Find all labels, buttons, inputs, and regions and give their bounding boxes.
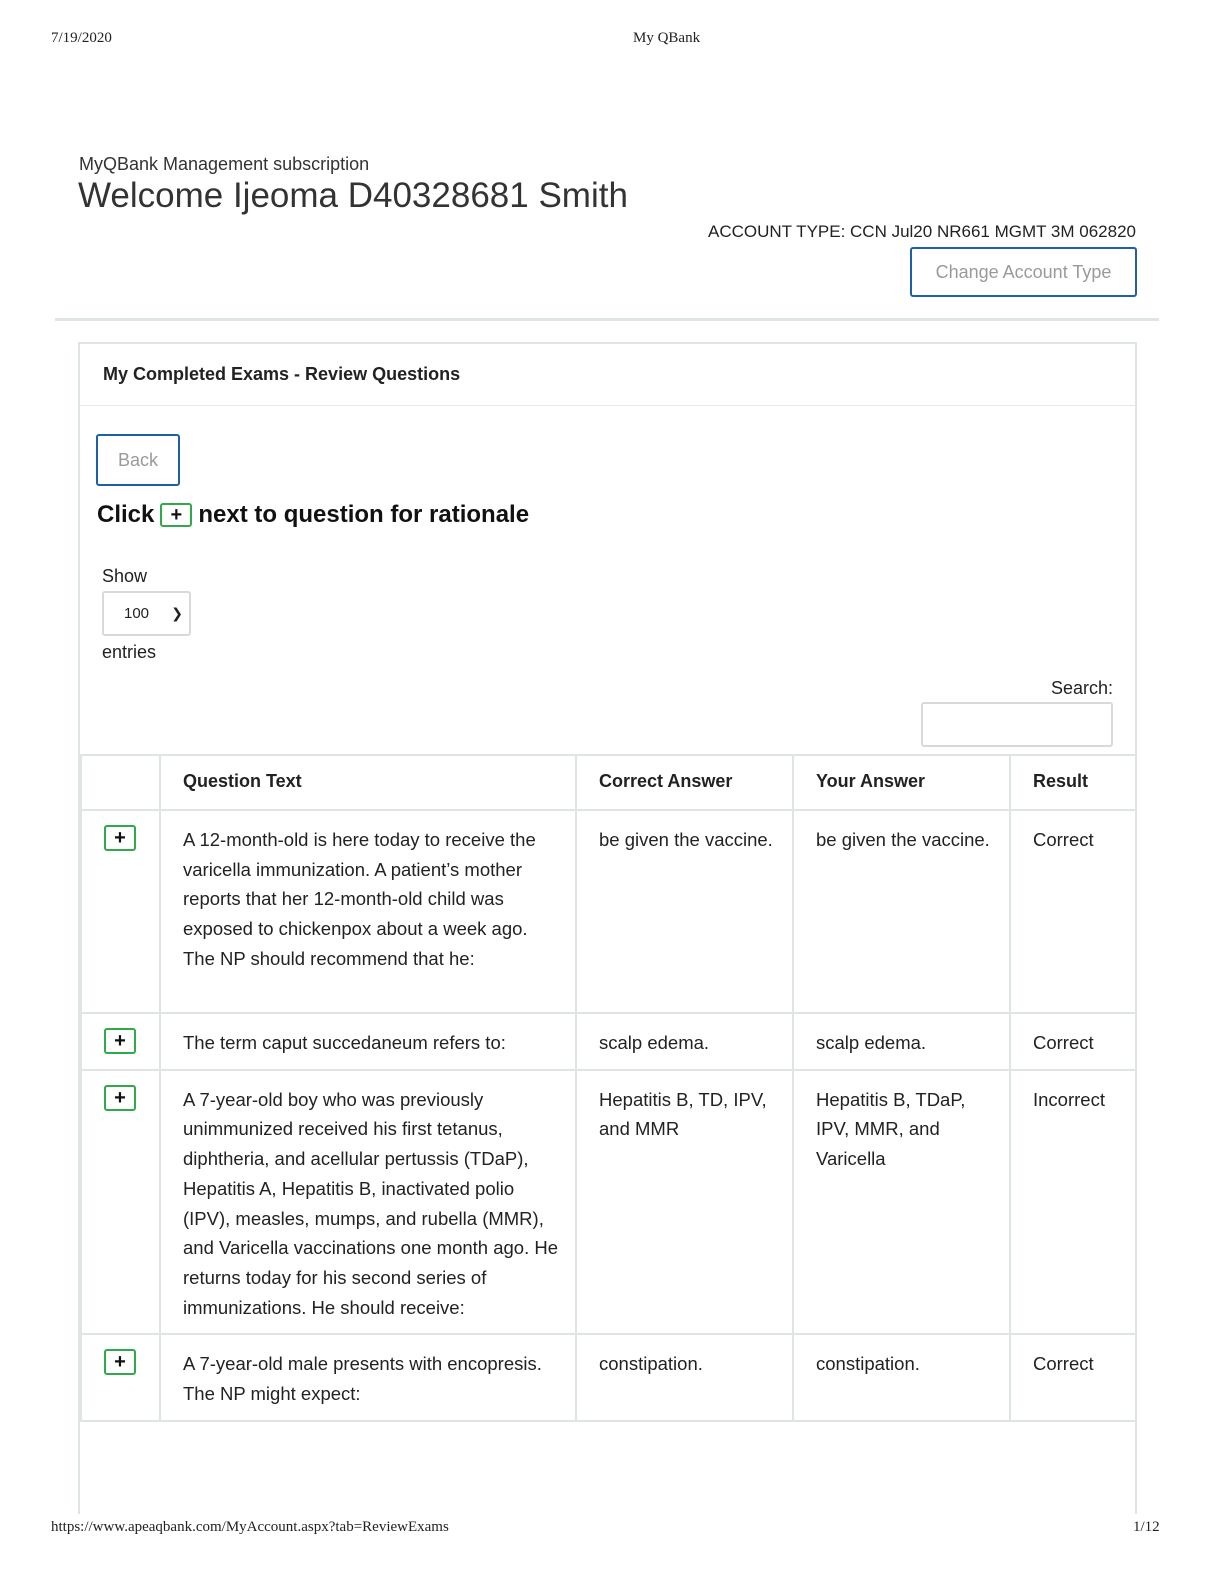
header-divider xyxy=(55,318,1159,321)
subscription-label: MyQBank Management subscription xyxy=(79,154,370,174)
your-answer: scalp edema. xyxy=(793,1013,1010,1070)
show-label: Show xyxy=(102,566,148,586)
your-answer: constipation. xyxy=(793,1334,1010,1420)
print-header xyxy=(0,30,1224,50)
expand-cell xyxy=(81,1070,160,1335)
chevron-down-icon: ❯ xyxy=(171,605,183,621)
column-header-your-answer[interactable]: Your Answer xyxy=(793,755,1010,810)
entries-label: entries xyxy=(102,642,157,662)
column-header-question[interactable]: Question Text xyxy=(160,755,576,810)
search-label: Search: xyxy=(1050,678,1113,698)
print-date: 7/19/2020 xyxy=(51,30,112,46)
change-account-type-button[interactable]: Change Account Type xyxy=(910,247,1137,297)
question-text: The term caput succedaneum refers to: xyxy=(160,1013,576,1070)
question-text: A 7-year-old male presents with encopresis. The NP might expect: xyxy=(160,1334,576,1420)
panel-title: My Completed Exams - Review Questions xyxy=(80,344,1135,406)
column-header-result[interactable]: Result xyxy=(1010,755,1136,810)
expand-plus-icon[interactable]: + xyxy=(104,1349,136,1375)
welcome-heading: Welcome Ijeoma D40328681 Smith xyxy=(78,176,628,215)
print-page-number: 1/12 xyxy=(1133,1519,1160,1535)
question-text: A 12-month-old is here today to receive the varicella immunization. A patient’s mother reports that her 12-month-old child was exposed to chickenpox about a week ago. The NP should recommend that he: xyxy=(160,810,576,1013)
rationale-instruction xyxy=(97,501,529,529)
account-type-label: ACCOUNT TYPE: CCN Jul20 NR661 MGMT 3M 062820 xyxy=(708,222,1136,241)
completed-exams-panel xyxy=(78,342,1137,1514)
print-url: https://www.apeaqbank.com/MyAccount.aspx?tab=ReviewExams xyxy=(51,1519,449,1535)
result: Correct xyxy=(1010,1334,1136,1420)
instruction-suffix: next to question for rationale xyxy=(198,501,530,528)
column-header-correct-answer[interactable]: Correct Answer xyxy=(576,755,793,810)
expand-cell xyxy=(81,1334,160,1420)
your-answer: Hepatitis B, TDaP, IPV, MMR, and Varicella xyxy=(793,1070,1010,1335)
table-row xyxy=(81,1013,1136,1070)
expand-cell xyxy=(81,810,160,1013)
expand-plus-icon[interactable]: + xyxy=(104,1028,136,1054)
table-row xyxy=(81,810,1136,1013)
correct-answer: scalp edema. xyxy=(576,1013,793,1070)
plus-icon: + xyxy=(160,503,192,527)
table-row xyxy=(81,1070,1136,1335)
entries-select[interactable] xyxy=(102,591,191,636)
table-row xyxy=(81,1334,1136,1420)
result: Incorrect xyxy=(1010,1070,1136,1335)
result: Correct xyxy=(1010,810,1136,1013)
table-header-row xyxy=(81,755,1136,810)
your-answer: be given the vaccine. xyxy=(793,810,1010,1013)
question-text: A 7-year-old boy who was previously unimmunized received his first tetanus, diphtheria, and acellular pertussis (TDaP), Hepatitis A, Hepatitis B, inactivated polio (IPV), measles, mumps, and rubella (MMR), and Varicella vaccinations one month ago. He returns today for his second series of immunizations. He should receive: xyxy=(160,1070,576,1335)
entries-value: 100 xyxy=(124,605,150,622)
result: Correct xyxy=(1010,1013,1136,1070)
column-header-expand xyxy=(81,755,160,810)
expand-cell xyxy=(81,1013,160,1070)
expand-plus-icon[interactable]: + xyxy=(104,1085,136,1111)
back-button[interactable]: Back xyxy=(96,434,180,486)
correct-answer: constipation. xyxy=(576,1334,793,1420)
print-footer xyxy=(0,1519,1224,1539)
instruction-prefix: Click xyxy=(97,501,155,528)
correct-answer: be given the vaccine. xyxy=(576,810,793,1013)
expand-plus-icon[interactable]: + xyxy=(104,825,136,851)
review-questions-table xyxy=(80,754,1137,1422)
search-input[interactable] xyxy=(921,702,1113,747)
correct-answer: Hepatitis B, TD, IPV, and MMR xyxy=(576,1070,793,1335)
print-title: My QBank xyxy=(633,30,701,46)
